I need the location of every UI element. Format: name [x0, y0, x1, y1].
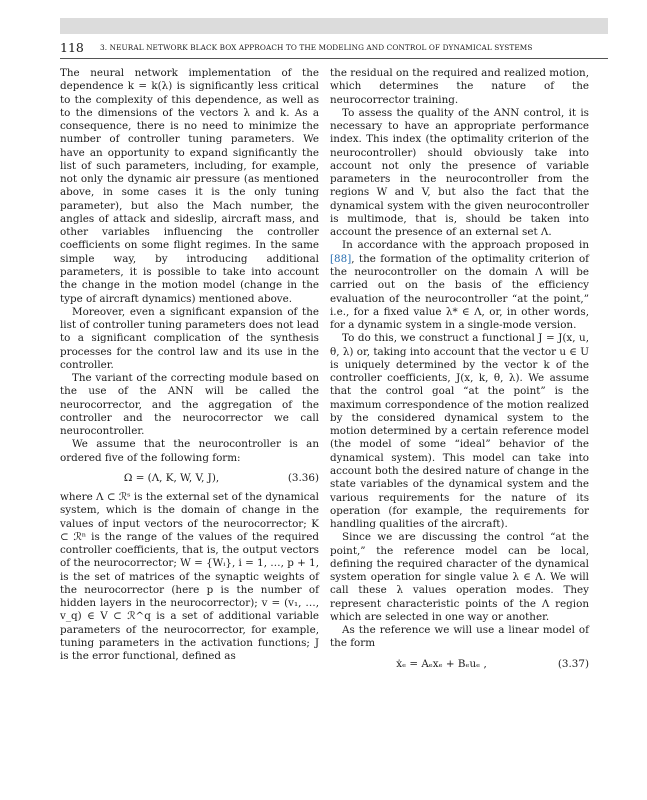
left-column — [60, 67, 319, 663]
paragraph: To do this, we construct a functional J = J(x, u, θ, λ) or, taking into account that the vector u ∈ U is uniquely determined by the vector k of the controller coefficients, J(x, k, θ, λ). We assume that the control goal “at the point” is the maximum correspondence of the motion realized by the considered dynamical system to the motion determined by a certain reference model (the model of some “ideal” behavior of the dynamical system). This model can take into account both the desired nature of change in the state variables of the dynamical system and the various requirements for the nature of its operation (for example, the requirements for handling qualities of the aircraft). — [330, 332, 589, 531]
paragraph: We assume that the neurocontroller is an ordered five of the following form: — [60, 438, 319, 464]
right-column — [330, 67, 589, 677]
equation-body: Ω = (Λ, K, W, V, J), — [123, 471, 220, 484]
equation-3-37 — [330, 651, 589, 677]
paragraph-text: In accordance with the approach proposed in — [342, 239, 589, 252]
paragraph — [330, 239, 589, 332]
paragraph: Moreover, even a significant expansion of the list of controller tuning parameters does not lead to a significant complication of the synthesis processes for the control law and its use in the controller. — [60, 305, 319, 371]
page-header — [60, 40, 608, 59]
paragraph: The variant of the correcting module based on the use of the ANN will be called the neurocorrector, and the aggregation of the controller and the neurocorrector we call neurocontroller. — [60, 372, 319, 438]
paragraph-text: , the formation of the optimality criterion of the neurocontroller on the domain Λ will be carried out on the basis of the efficiency evaluation of the neurocontroller “at the point,” i.e., for a fixed value λ* ∈ Λ, or, in other words, for a dynamic system in a single-mode version. — [330, 252, 589, 332]
paragraph: As the reference we will use a linear model of the form — [330, 624, 589, 650]
page-number: 118 — [60, 40, 84, 55]
running-head: 3. NEURAL NETWORK BLACK BOX APPROACH TO THE MODELING AND CONTROL OF DYNAMICAL SYSTEMS — [100, 43, 533, 52]
paragraph: where Λ ⊂ ℛˢ is the external set of the dynamical system, which is the domain of change in the values of input vectors of the neurocorrector; K ⊂ ℛⁿ is the range of the values of the required controller coefficients, that is, the output vectors of the neurocorrector; W = {Wᵢ}, i = 1, …, p + 1, is the set of matrices of the synaptic weights of the neurocorrector (here p is the number of hidden layers in the neurocorrector); v = (v₁, …, v_q) ∈ V ⊂ ℛ^q is a set of additional variable parameters of the neurocorrector, for example, tuning parameters in the activation functions; J is the error functional, defined as — [60, 490, 319, 663]
equation-number: (3.37) — [557, 657, 589, 670]
top-gray-bar — [60, 18, 608, 34]
equation-number: (3.36) — [287, 471, 319, 484]
paragraph: Since we are discussing the control “at the point,” the reference model can be local, defining the required character of the dynamical system operation for single value λ ∈ Λ. We will call these λ values operation modes. They represent characteristic points of the Λ region which are selected in one way or another. — [330, 531, 589, 623]
citation-link[interactable]: [88] — [330, 252, 352, 265]
paragraph: the residual on the required and realized motion, which determines the nature of the neurocorrector training. — [330, 67, 589, 106]
paragraph: To assess the quality of the ANN control, it is necessary to have an appropriate performance index. This index (the optimality criterion of the neurocontroller) should obviously take into account not only the presence of variable parameters in the neurocontroller from the regions W and V, but also the fact that the dynamical system with the given neurocontroller is multimode, that is, should be taken into account the presence of an external set Λ. — [330, 106, 589, 239]
equation-3-36 — [60, 465, 319, 491]
equation-body: ẋₑ = Aₑxₑ + Bₑuₑ , — [396, 657, 487, 670]
paragraph: The neural network implementation of the dependence k = k(λ) is significantly less critical to the complexity of this dependence, as well as to the dimensions of the vectors λ and k. As a consequence, there is no need to minimize the number of controller tuning parameters. We have an opportunity to expand significantly the list of such parameters, including, for example, not only the dynamic air pressure (as mentioned above, in some cases it is the only tuning parameter), but also the Mach number, the angles of attack and sideslip, aircraft mass, and other variables influencing the controller coefficients on some flight regimes. In the same simple way, by introducing additional parameters, it is possible to take into account the change in the motion model (change in the type of aircraft dynamics) mentioned above. — [60, 67, 319, 305]
